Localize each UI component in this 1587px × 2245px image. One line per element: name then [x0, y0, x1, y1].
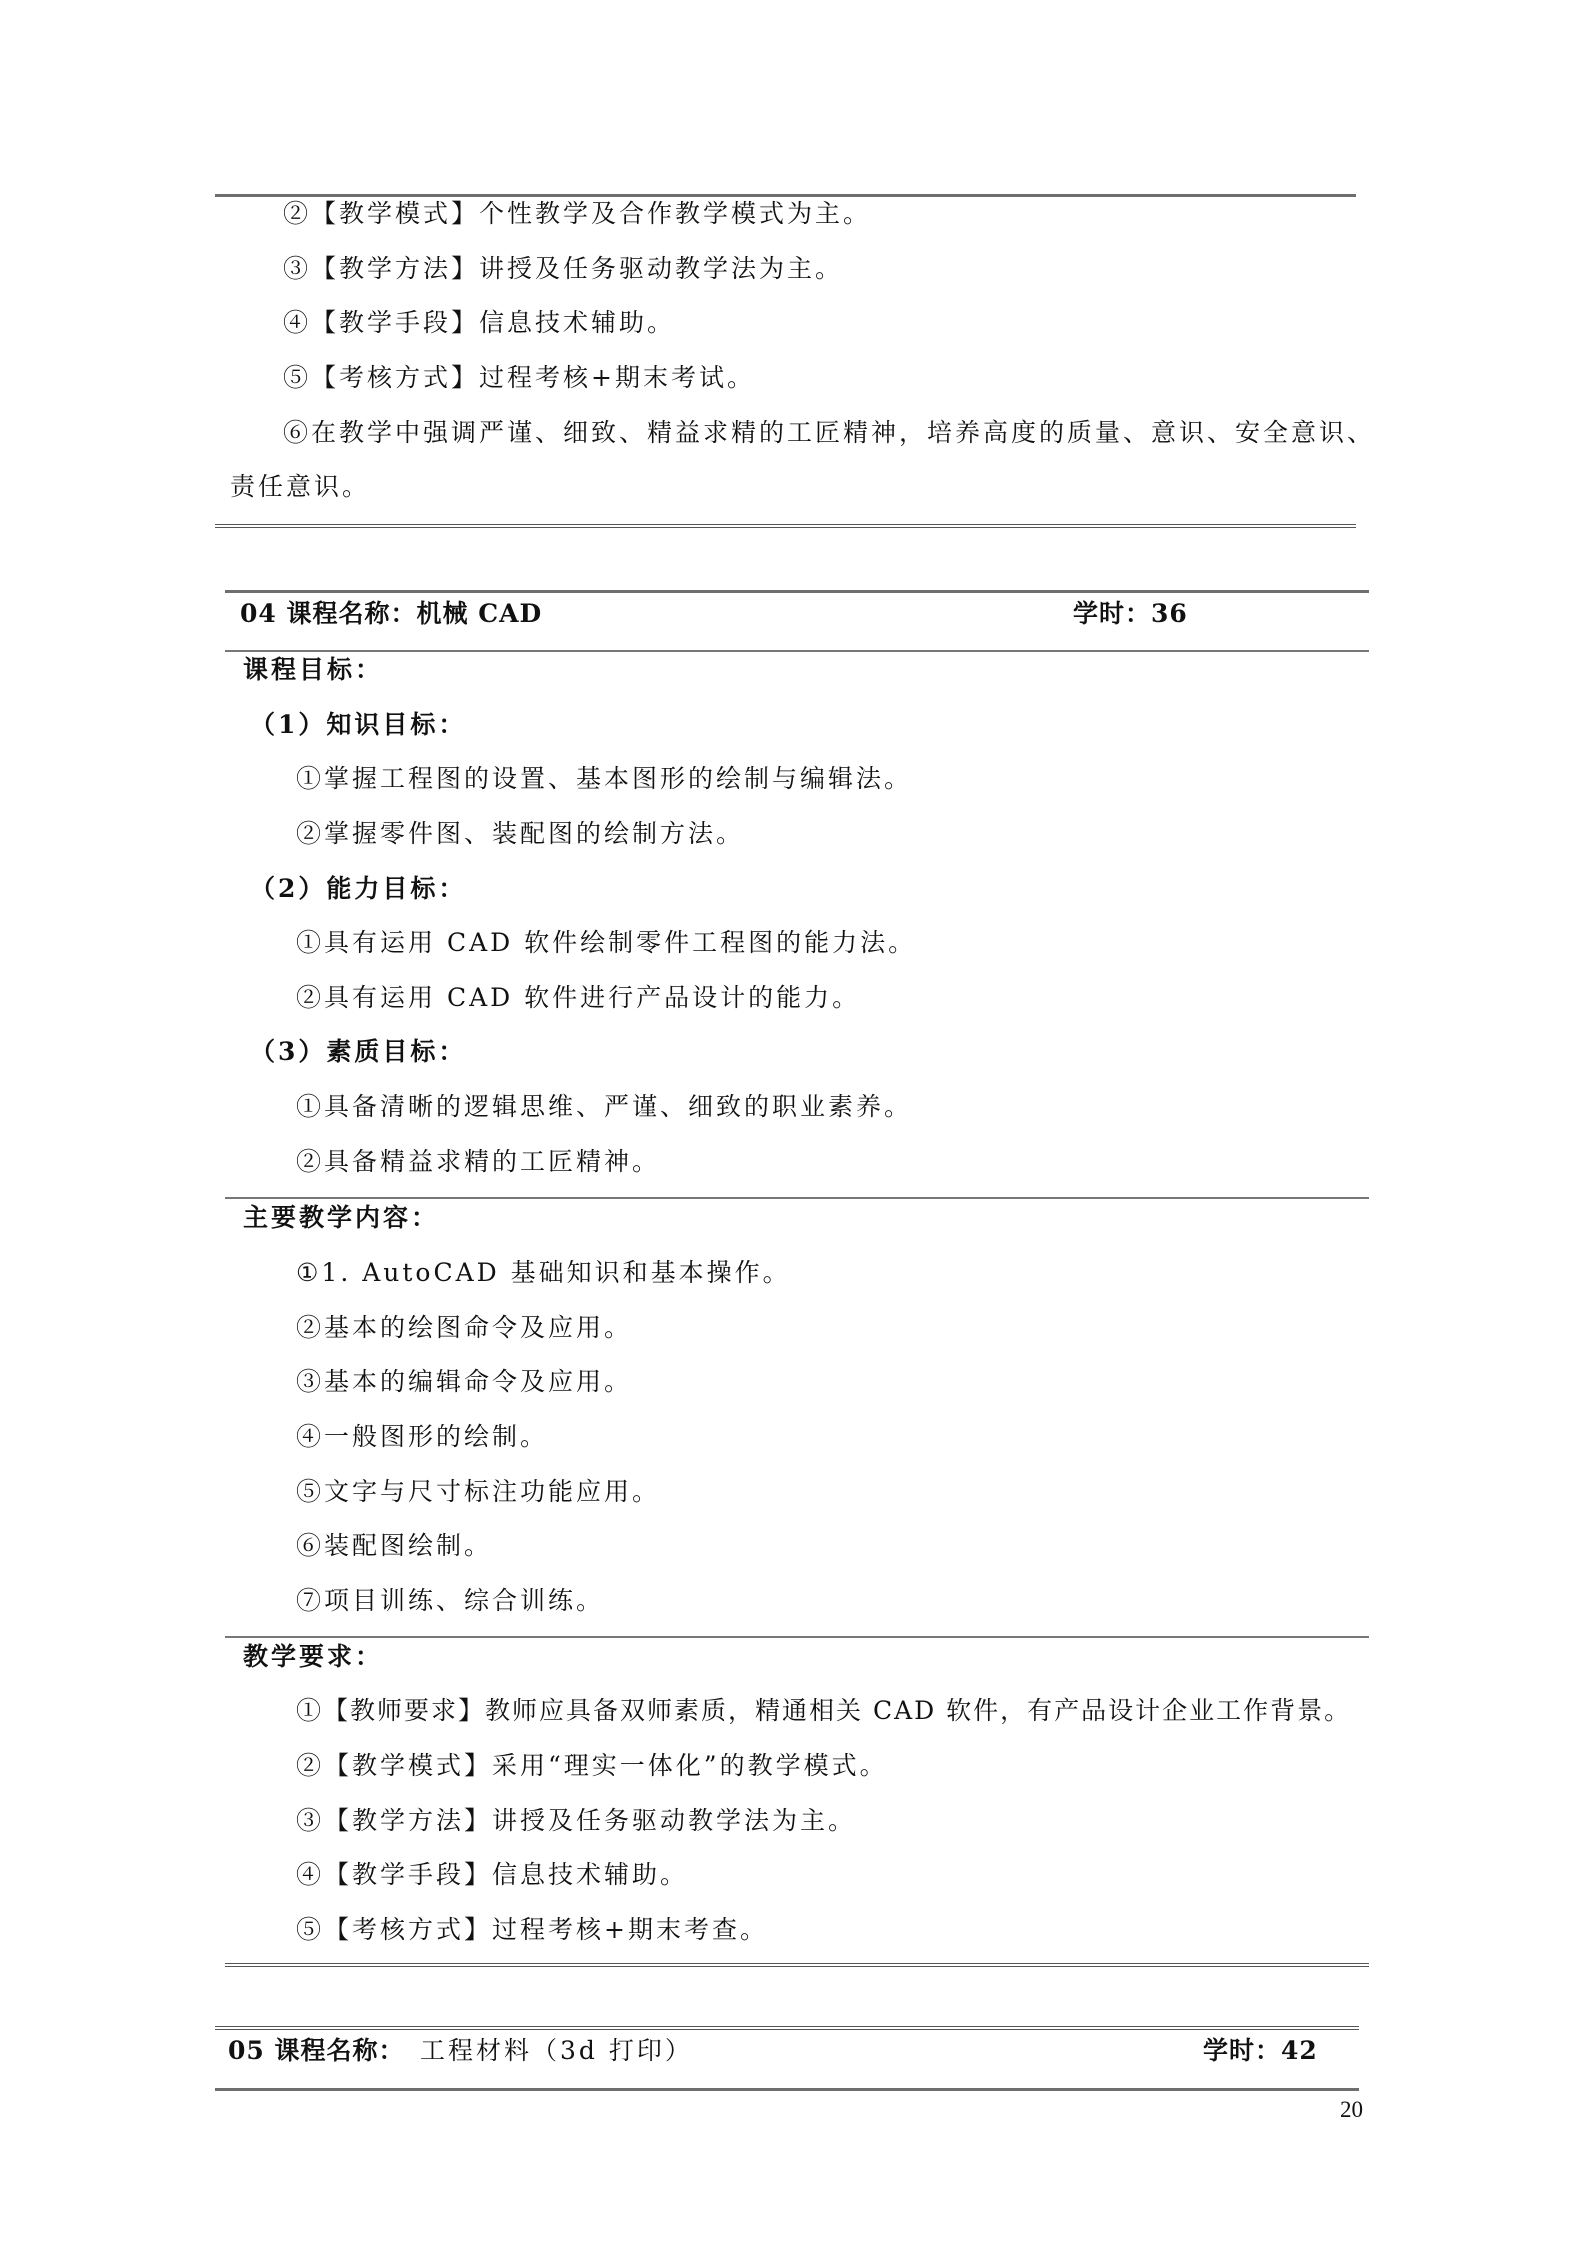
quality-heading: （3）素质目标： [250, 1037, 467, 1066]
course05-label: 05 课程名称： [228, 2036, 405, 2065]
course05-top-rule [215, 2026, 1359, 2030]
list-item: ②具有运用 CAD 软件进行产品设计的能力。 [296, 983, 861, 1012]
ability-heading: （2）能力目标： [250, 874, 467, 903]
list-item: ⑤【考核方式】过程考核+期末考查。 [296, 1915, 768, 1944]
list-item: ①具备清晰的逻辑思维、严谨、细致的职业素养。 [296, 1092, 913, 1121]
course05-name: 工程材料（3d 打印） [420, 2036, 693, 2065]
page-number: 20 [1340, 2097, 1363, 2122]
list-item: ②基本的绘图命令及应用。 [296, 1313, 633, 1342]
list-item: ②掌握零件图、装配图的绘制方法。 [296, 819, 745, 848]
objectives-heading: 课程目标： [243, 655, 384, 684]
list-item: ⑦项目训练、综合训练。 [296, 1586, 605, 1615]
list-item: ⑤文字与尺寸标注功能应用。 [296, 1477, 661, 1506]
course05-header-rule [215, 2088, 1359, 2091]
objectives-bottom-rule [225, 1197, 1369, 1199]
course05-hours: 学时：42 [1203, 2036, 1318, 2065]
list-item: ③基本的编辑命令及应用。 [296, 1367, 633, 1396]
content-heading: 主要教学内容： [243, 1203, 440, 1232]
list-item: ⑤【考核方式】过程考核+期末考试。 [283, 363, 755, 392]
course04-bottom-rule [225, 1963, 1369, 1967]
list-item: ②【教学模式】个性教学及合作教学模式为主。 [283, 199, 872, 228]
course04-hours: 学时：36 [1073, 599, 1188, 628]
knowledge-heading: （1）知识目标： [250, 710, 467, 739]
list-item: ①【教师要求】教师应具备双师素质，精通相关 CAD 软件，有产品设计企业工作背景。 [296, 1696, 1352, 1725]
table-bottom-rule [215, 524, 1356, 528]
list-item-continuation: 责任意识。 [230, 472, 371, 501]
requirements-heading: 教学要求： [243, 1642, 384, 1671]
course04-top-rule [225, 590, 1369, 593]
list-item: ③【教学方法】讲授及任务驱动教学法为主。 [296, 1806, 857, 1835]
course04-header-rule [225, 650, 1369, 652]
list-item: ①具有运用 CAD 软件绘制零件工程图的能力法。 [296, 928, 917, 957]
list-item: ⑥在教学中强调严谨、细致、精益求精的工匠精神，培养高度的质量、意识、安全意识、 [283, 418, 1376, 447]
list-item: ④【教学手段】信息技术辅助。 [283, 308, 676, 337]
list-item: ②【教学模式】采用“理实一体化”的教学模式。 [296, 1751, 888, 1780]
list-item: ⑥装配图绘制。 [296, 1531, 493, 1560]
list-item: ③【教学方法】讲授及任务驱动教学法为主。 [283, 254, 844, 283]
list-item: ④【教学手段】信息技术辅助。 [296, 1860, 689, 1889]
list-item: ①掌握工程图的设置、基本图形的绘制与编辑法。 [296, 764, 913, 793]
list-item: ②具备精益求精的工匠精神。 [296, 1147, 661, 1176]
course04-title: 04 课程名称：机械 CAD [240, 599, 543, 628]
content-bottom-rule [225, 1636, 1369, 1638]
list-item: ①1. AutoCAD 基础知识和基本操作。 [296, 1258, 791, 1287]
list-item: ④一般图形的绘制。 [296, 1422, 549, 1451]
